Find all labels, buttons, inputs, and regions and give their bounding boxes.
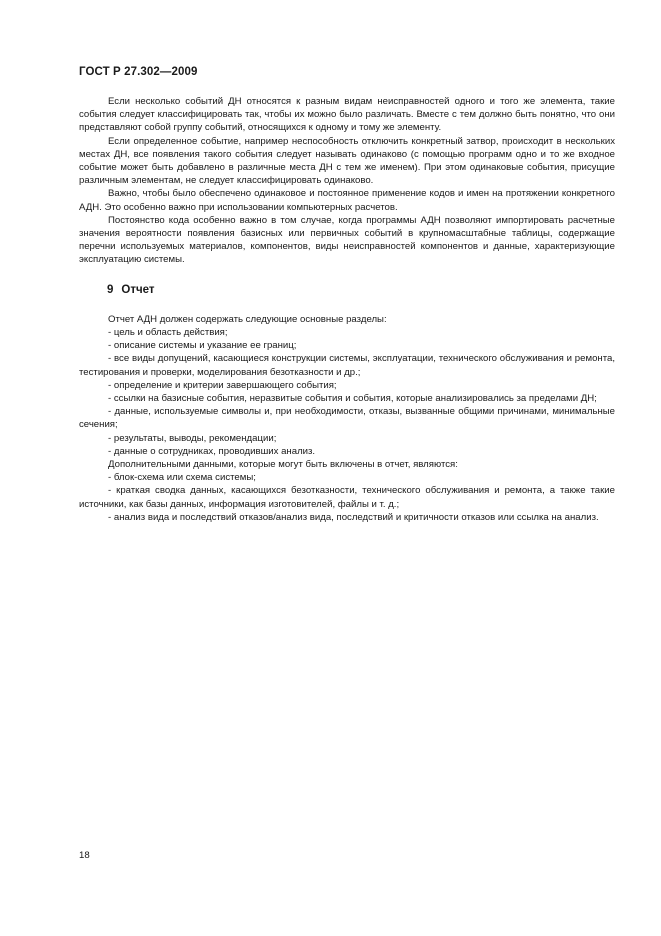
list-item: - определение и критерии завершающего события; — [108, 379, 337, 391]
section-title: Отчет — [121, 283, 155, 296]
list-item: - блок-схема или схема системы; — [108, 472, 256, 484]
page-body — [79, 95, 615, 524]
list-item: - данные, используемые символы и, при необходимости, отказы, вызванные общими причинами, минимальные сечения; — [79, 406, 615, 431]
list-item: - все виды допущений, касающиеся конструкции системы, эксплуатации, технического обслуживания и ремонта, тестирования и проверки, моделирования безотказности и др.; — [79, 353, 615, 378]
document-header: ГОСТ Р 27.302—2009 — [79, 66, 198, 78]
list-item: - краткая сводка данных, касающихся безотказности, технического обслуживания и ремонта, а также такие источники, как базы данных, информация изготовителей, файлы и т. д.; — [79, 485, 615, 510]
intro-paragraph: Постоянство кода особенно важно в том случае, когда программы АДН позволяют импортировать расчетные значения вероятности появления базисных или первичных событий в крупномасштабные таблицы, содержащие перечни используемых материалов, компонентов, виды неисправностей компонентов и данные, характеризующие эксплуатацию системы. — [79, 214, 615, 266]
intro-paragraph: Если определенное событие, например неспособность отключить конкретный затвор, происходит в нескольких местах ДН, все появления такого события следует называть одинаково (с помощью программ одно и то же входное событие может быть добавлено в различные места ДН с тем же именем). При этом одинаковые события, присущие различным элементам, не следует классифицировать одинаково. — [79, 135, 615, 187]
intro-paragraph: Важно, чтобы было обеспечено одинаковое и постоянное применение кодов и имен на протяжении конкретного АДН. Это особенно важно при использовании компьютерных расчетов. — [79, 188, 615, 213]
page-number: 18 — [79, 850, 90, 861]
list-item: - описание системы и указание ее границ; — [108, 340, 297, 352]
intro-paragraph: Если несколько событий ДН относятся к разным видам неисправностей одного и того же элемента, такие события следует классифицировать так, чтобы их можно было различать. Вместе с тем должно быть понятно, что они представляют собой группу событий, относящихся к одному и тому же элементу. — [79, 96, 615, 134]
additional-lead: Дополнительными данными, которые могут быть включены в отчет, являются: — [108, 459, 458, 471]
list-item: - анализ вида и последствий отказов/анализ вида, последствий и критичности отказов или ссылка на анализ. — [108, 511, 599, 523]
list-item: - цель и область действия; — [108, 327, 228, 339]
list-item: - ссылки на базисные события, неразвитые события и события, которые анализировались за пределами ДН; — [108, 393, 597, 405]
section-lead: Отчет АДН должен содержать следующие основные разделы: — [108, 313, 387, 325]
section-number: 9 — [107, 283, 114, 296]
list-item: - данные о сотрудниках, проводивших анализ. — [108, 445, 316, 457]
section-heading — [79, 284, 615, 297]
list-item: - результаты, выводы, рекомендации; — [108, 432, 277, 444]
